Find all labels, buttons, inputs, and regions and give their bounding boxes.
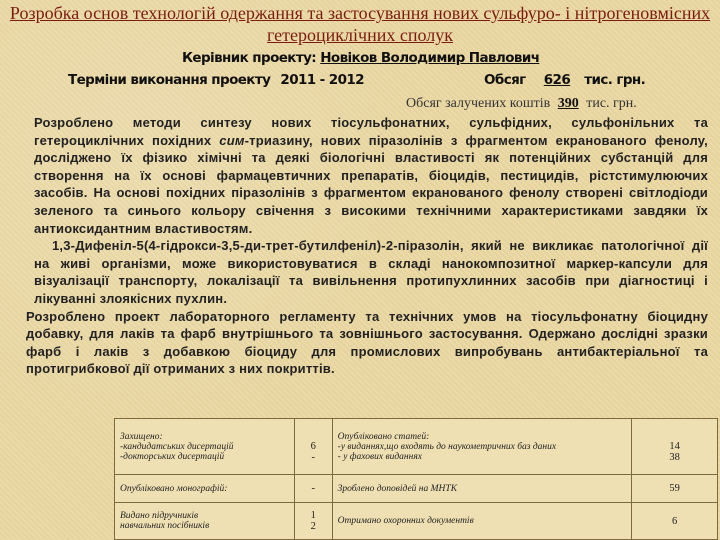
volume-unit: тис. грн. — [584, 72, 646, 88]
paragraph-pyrazoline: 1,3-Дифеніл-5(4-гідрокси-3,5-ди-трет-бутилфеніл)-2-піразолін, який не викликає патологічної дії на живі організми, може використовуватися в складі нанокомпозитної маркер-капсули для візуалізації транспорту, локалізації та вивільнення протипухлинних засобів при діагностиці і лікуванні злоякісних пухлин. — [34, 238, 708, 306]
defended-value: 6 - — [294, 419, 332, 475]
volume-value: 626 — [543, 72, 571, 88]
attracted-value: 390 — [557, 96, 579, 111]
attracted-funds-line — [406, 96, 637, 112]
leader-label: Керівник проекту: — [182, 50, 317, 66]
project-leader-line — [182, 50, 539, 66]
monographs-label: Опубліковано монографій: — [115, 475, 295, 503]
patents-value: 6 — [632, 503, 718, 540]
table-row — [115, 503, 718, 540]
project-title: Розробка основ технологій одержання та застосування нових сульфуро- і нітрогеновмісних гетероциклічних сполук — [9, 3, 711, 45]
p1-rest: -триазину, нових піразолінів з фрагментом екранованого фенолу, досліджено їх фізико хімічні та деякі біологічні властивості як потенційних субстанцій для створення на їх основі фармацевтичних препаратів, біоцидів, пестицидів, рістстимулюючих засобів. На основі похідних піразолінів з фрагментом екранованого фенолу створені світлодіоди зеленого та синього кольору свічення з високими технічними характеристиками завдяки їх антиоксидантним властивостям. — [34, 132, 708, 236]
results-table — [114, 418, 718, 540]
attracted-unit: тис. грн. — [586, 96, 637, 111]
paragraph-regulation: Розроблено проект лабораторного регламенту та технічних умов на тіосульфонатну біоцидну добавку, для лаків та фарб внутрішнього та зовнішнього застосування. Одержано дослідні зразки фарб і лаків з добавкою біоциду для промислових випробувань антибактеріальної та протигрибкової дії отриманих з них покриттів. — [26, 308, 708, 377]
volume-label: Обсяг — [484, 72, 526, 88]
reports-value: 59 — [632, 475, 718, 503]
table-row — [115, 419, 718, 475]
term-value: 2011 - 2012 — [280, 72, 364, 88]
term-label: Терміни виконання проекту — [68, 72, 271, 88]
patents-label: Отримано охоронних документів — [332, 503, 631, 540]
project-description — [26, 114, 708, 378]
monographs-value: - — [294, 475, 332, 503]
articles-label: Опубліковано статей: -у виданнях,що входять до наукометричних баз даних - у фахових виданнях — [332, 419, 631, 475]
p1-start: Розроблено методи синтезу нових тіосульфонатних, сульфідних, сульфонільних та гетероциклічних похідних — [34, 115, 708, 148]
articles-value: 14 38 — [632, 419, 718, 475]
table-row — [115, 475, 718, 503]
volume-line — [484, 72, 645, 88]
textbooks-value: 1 2 — [294, 503, 332, 540]
textbooks-label: Видано підручників навчальних посібників — [115, 503, 295, 540]
project-term-line — [68, 72, 364, 88]
reports-label: Зроблено доповідей на МНТК — [332, 475, 631, 503]
paragraph-methods — [34, 114, 708, 237]
p1-italic: сим — [219, 132, 245, 148]
defended-label: Захищено: -кандидатських дисертацій -докторських дисертацій — [115, 419, 295, 475]
leader-value: Новіков Володимир Павлович — [320, 50, 540, 66]
attracted-label: Обсяг залучених коштів — [406, 96, 551, 111]
